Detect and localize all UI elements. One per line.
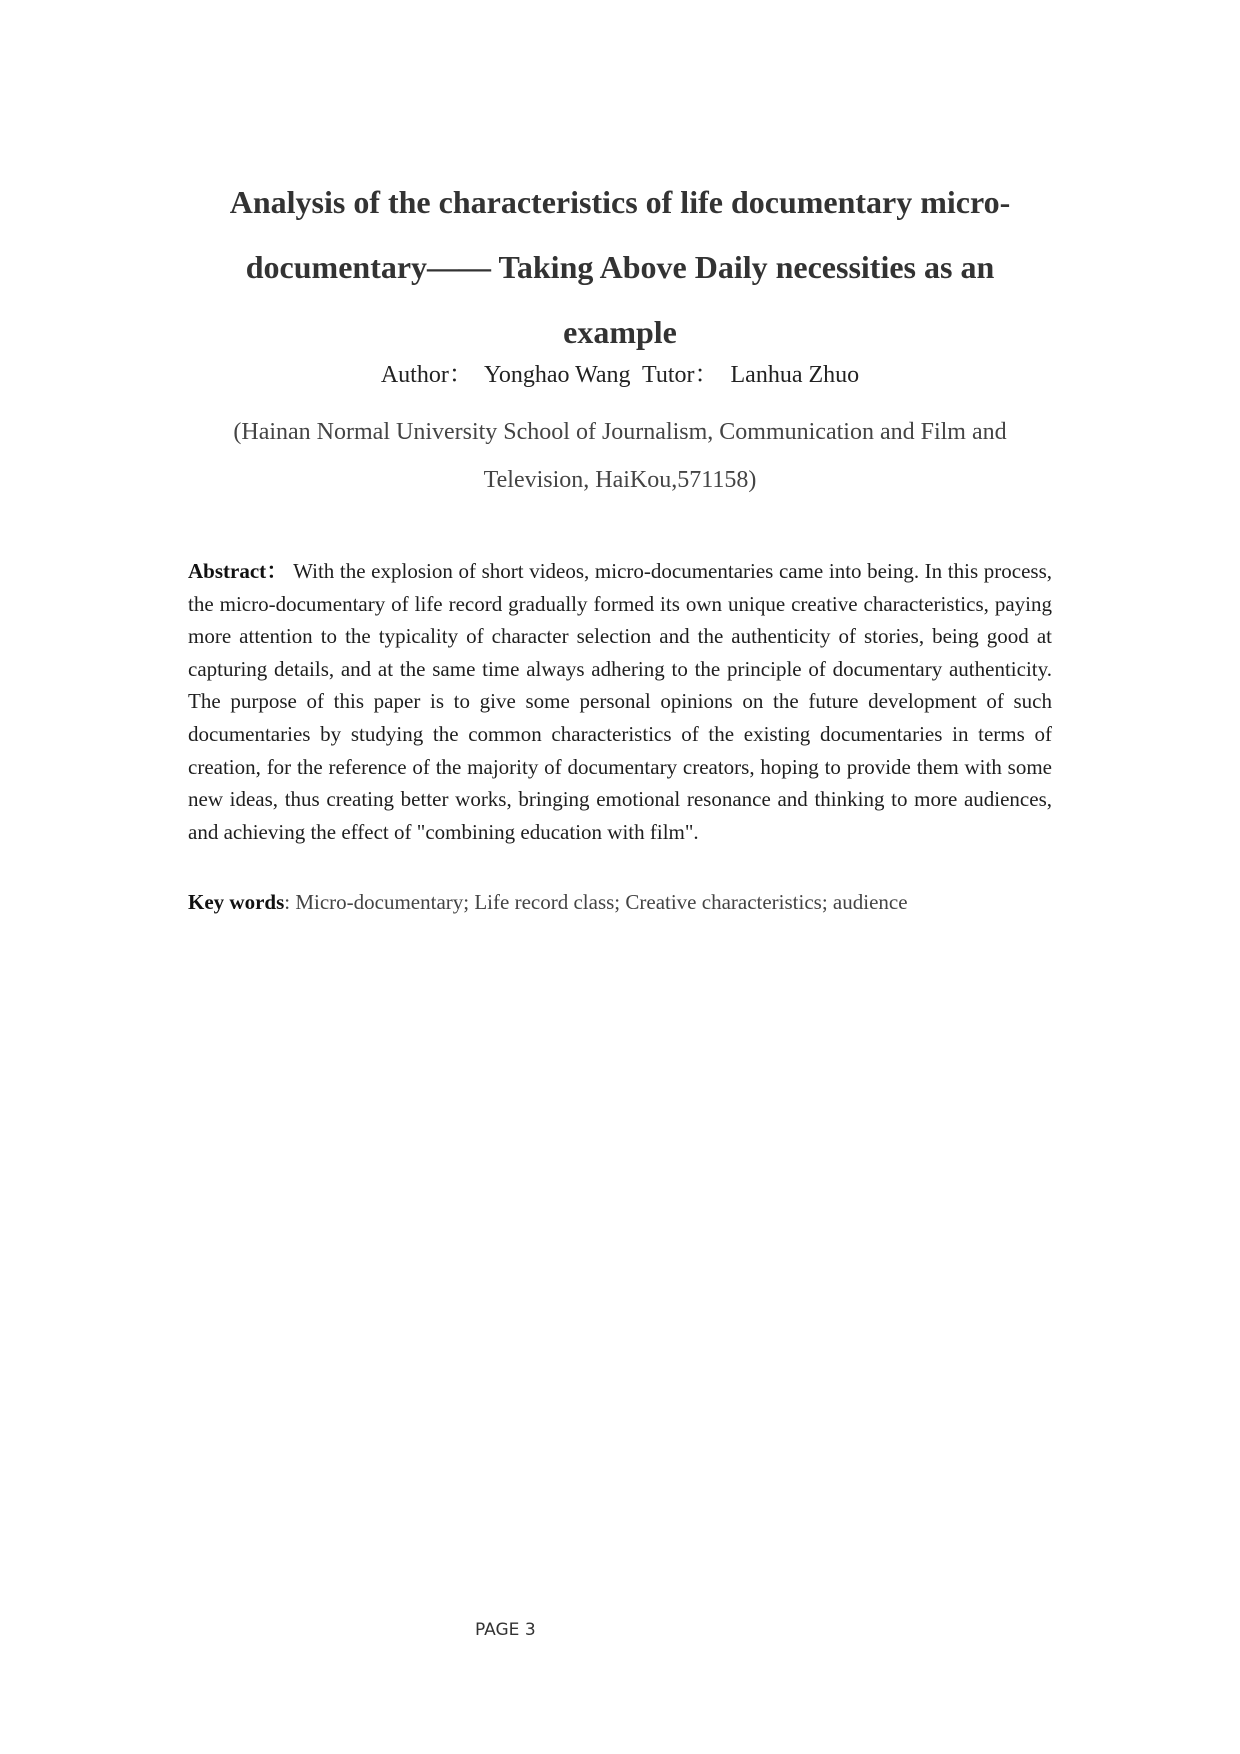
affiliation-line-1: (Hainan Normal University School of Journalism, Communication and Film and (233, 419, 1007, 445)
keywords-text: : Micro-documentary; Life record class; Creative characteristics; audience (284, 890, 908, 914)
abstract-label: Abstract： (188, 559, 288, 583)
keywords-paragraph (188, 887, 1052, 917)
paper-title (190, 170, 1050, 365)
title-line-3: example (563, 314, 677, 350)
abstract-paragraph (188, 555, 1052, 848)
affiliation (190, 408, 1050, 504)
keywords-label: Key words (188, 890, 285, 914)
affiliation-line-2: Television, HaiKou,571158) (483, 467, 757, 493)
title-line-1: Analysis of the characteristics of life documentary micro- (229, 184, 1011, 220)
title-line-2: documentary—— Taking Above Daily necessities as an (245, 249, 995, 285)
author-line: Author： Yonghao Wang Tutor： Lanhua Zhuo (380, 362, 860, 388)
abstract-text: With the explosion of short videos, micro-documentaries came into being. In this process, the micro-documentary of life record gradually formed its own unique creative characteristics, paying more attention to the typicality of character selection and the authenticity of stories, being good at capturing details, and at the same time always adhering to the principle of documentary authenticity. The purpose of this paper is to give some personal opinions on the future development of such documentaries by studying the common characteristics of the existing documentaries in terms of creation, for the reference of the majority of documentary creators, hoping to provide them with some new ideas, thus creating better works, bringing emotional resonance and thinking to more audiences, and achieving the effect of "combining education with film". (188, 559, 1052, 844)
page-number: PAGE 3 (475, 1620, 536, 1640)
